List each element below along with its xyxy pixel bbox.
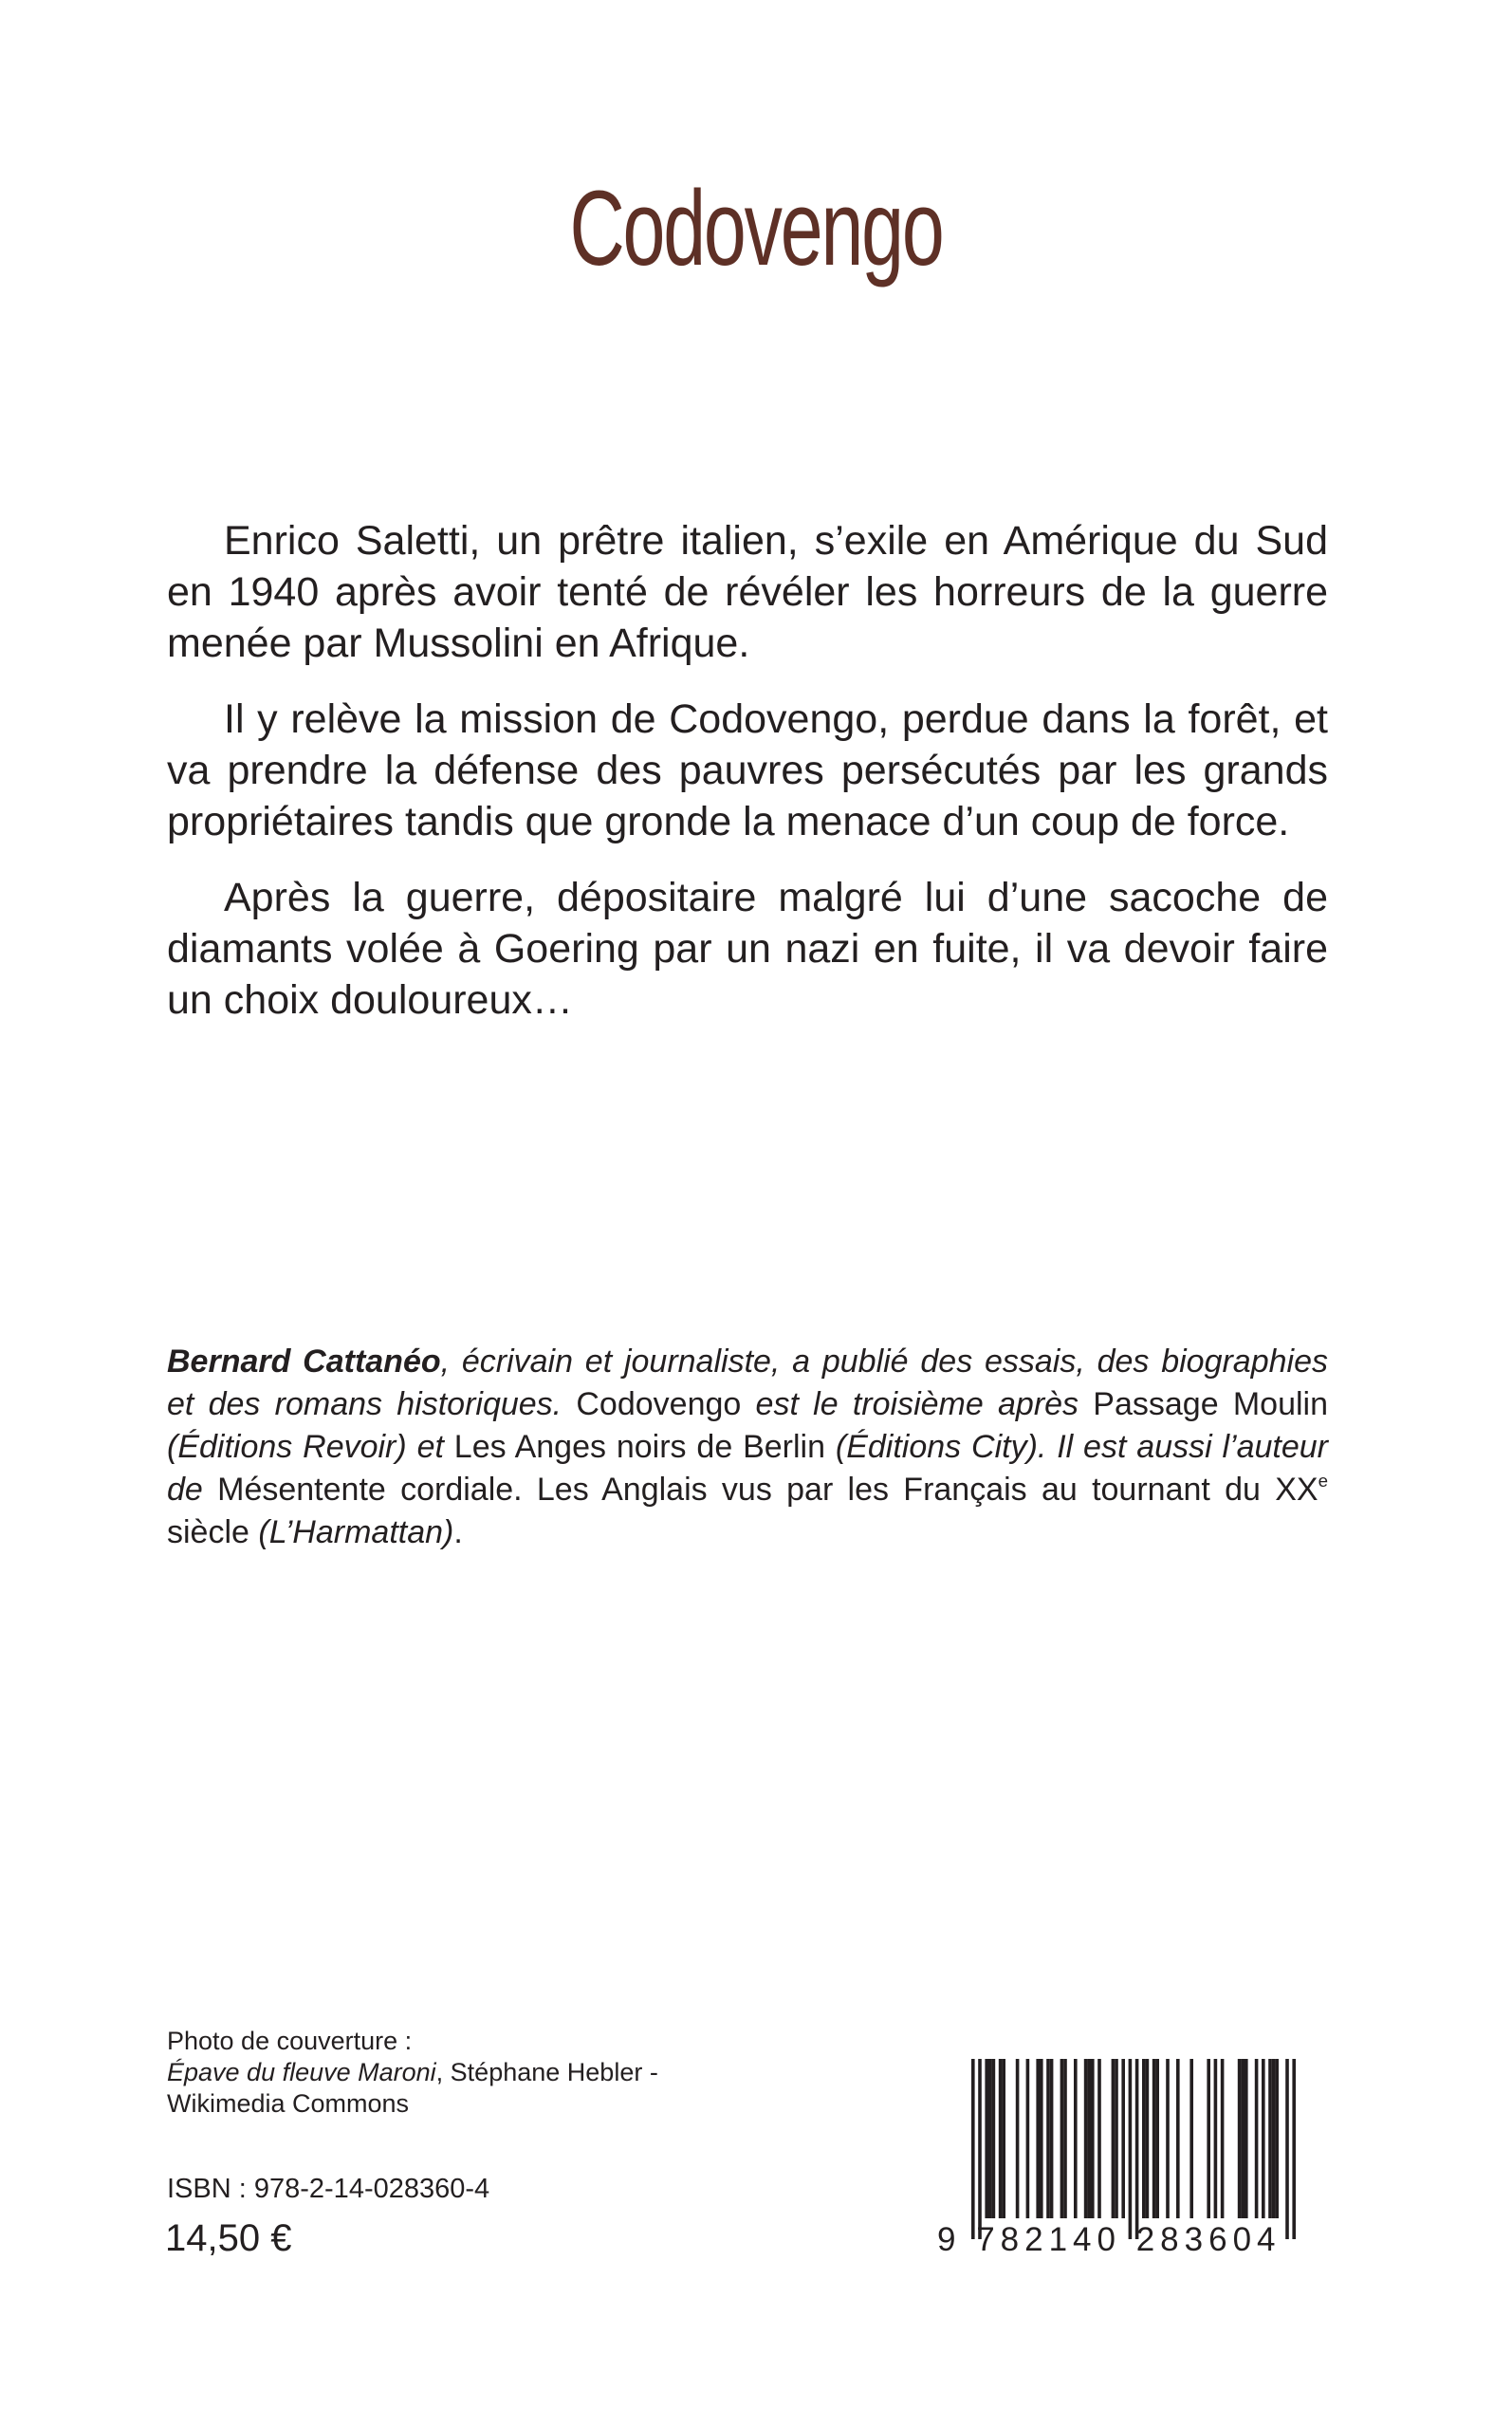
barcode-bar: [1268, 2059, 1272, 2218]
barcode-bar: [1214, 2059, 1218, 2218]
barcode-bar: [978, 2059, 982, 2239]
barcode-bar: [1166, 2059, 1170, 2218]
barcode-bar: [1146, 2059, 1150, 2218]
barcode-bar: [1063, 2059, 1067, 2218]
barcode-bar: [985, 2059, 988, 2218]
barcode: [937, 2059, 1336, 2258]
photo-source: Wikimedia Commons: [167, 2089, 410, 2118]
barcode-bar: [1112, 2059, 1116, 2218]
barcode-bar: [1272, 2059, 1276, 2218]
barcode-bars: [937, 2059, 1336, 2249]
book-title: Codovengo: [569, 169, 943, 287]
bio-text-1: , écrivain et journaliste, a publié des essais, des biographies et des romans historiques.: [167, 1343, 1328, 1422]
photo-credit-line: [167, 2057, 831, 2088]
barcode-digits: 9 782140 283604: [937, 2221, 1282, 2258]
barcode-bar: [992, 2059, 996, 2218]
photographer: , Stéphane Hebler -: [435, 2058, 658, 2086]
barcode-bar: [1245, 2059, 1248, 2218]
barcode-bar: [1002, 2059, 1005, 2218]
barcode-bar: [1189, 2059, 1193, 2218]
barcode-bar: [1097, 2059, 1101, 2218]
barcode-bar: [1255, 2059, 1259, 2218]
barcode-bar: [1152, 2059, 1156, 2218]
barcode-bar: [1207, 2059, 1210, 2218]
barcode-bar: [1135, 2059, 1139, 2239]
synopsis-paragraph-3: Après la guerre, dépositaire malgré lui d’une sacoche de diamants volée à Goering par un nazi en fuite, il va devoir faire un choix douloureux…: [167, 875, 1328, 1023]
barcode-bar: [1292, 2059, 1296, 2239]
barcode-bar: [1060, 2059, 1064, 2218]
bio-book-1: Codovengo: [576, 1386, 742, 1422]
price: 14,50 €: [165, 2217, 292, 2259]
bio-publisher-4: (L’Harmattan): [258, 1514, 454, 1550]
barcode-bar: [1262, 2059, 1265, 2218]
barcode-bar: [1241, 2059, 1245, 2218]
bio-book-4-superscript: e: [1318, 1470, 1328, 1491]
synopsis: [167, 515, 1328, 1050]
bio-publisher-2: (Éditions Revoir): [167, 1429, 407, 1465]
barcode-bar: [971, 2059, 975, 2239]
barcode-bar: [1155, 2059, 1159, 2218]
barcode-bar: [1026, 2059, 1030, 2218]
bio-book-2: Passage Moulin: [1093, 1386, 1329, 1422]
barcode-bar: [1036, 2059, 1040, 2218]
photo-credits: [167, 2026, 831, 2120]
barcode-bar: [1016, 2059, 1020, 2218]
barcode-bar: [1129, 2059, 1133, 2239]
barcode-bar: [1275, 2059, 1279, 2218]
barcode-bar: [1050, 2059, 1054, 2218]
bio-book-4-siecle: siècle: [167, 1514, 249, 1550]
barcode-bar: [1091, 2059, 1095, 2218]
barcode-bar: [1221, 2059, 1225, 2218]
bio-text-2: est le troisième après: [755, 1386, 1079, 1422]
barcode-bar: [1040, 2059, 1043, 2218]
barcode-bar: [1046, 2059, 1050, 2218]
photo-title: Épave du fleuve Maroni: [167, 2058, 436, 2086]
bio-book-4-text: Mésentente cordiale. Les Anglais vus par les Français au tournant du XX: [217, 1472, 1318, 1508]
synopsis-paragraph-2: Il y relève la mission de Codovengo, perdue dans la forêt, et va prendre la défense des pauvres persécutés par les grands propriétaires tandis que gronde la menace d’un coup de force.: [167, 696, 1328, 844]
barcode-bar: [1084, 2059, 1088, 2218]
bio-book-3: Les Anges noirs de Berlin: [453, 1429, 826, 1465]
barcode-bar: [1142, 2059, 1146, 2218]
bio-end: .: [453, 1514, 463, 1550]
synopsis-paragraph-1: Enrico Saletti, un prêtre italien, s’exile en Amérique du Sud en 1940 après avoir tenté de révéler les horreurs de la guerre menée par Mussolini en Afrique.: [167, 518, 1328, 666]
barcode-bar: [988, 2059, 992, 2218]
barcode-bar: [1121, 2059, 1125, 2218]
author-bio: [167, 1341, 1328, 1554]
barcode-bar: [1115, 2059, 1118, 2218]
author-name: Bernard Cattanéo: [167, 1343, 441, 1380]
barcode-bar: [1285, 2059, 1289, 2239]
bio-text-3: et: [416, 1429, 444, 1465]
isbn: ISBN : 978-2-14-028360-4: [167, 2174, 490, 2204]
barcode-bar: [999, 2059, 1003, 2218]
barcode-bar: [1087, 2059, 1091, 2218]
barcode-bar: [1238, 2059, 1242, 2218]
bio-publisher-3: (Éditions City). Il est aussi l’auteur de: [167, 1429, 1328, 1508]
barcode-bar: [1074, 2059, 1078, 2218]
barcode-bar: [1176, 2059, 1180, 2218]
photo-credit-label: Photo de couverture :: [167, 2027, 413, 2055]
